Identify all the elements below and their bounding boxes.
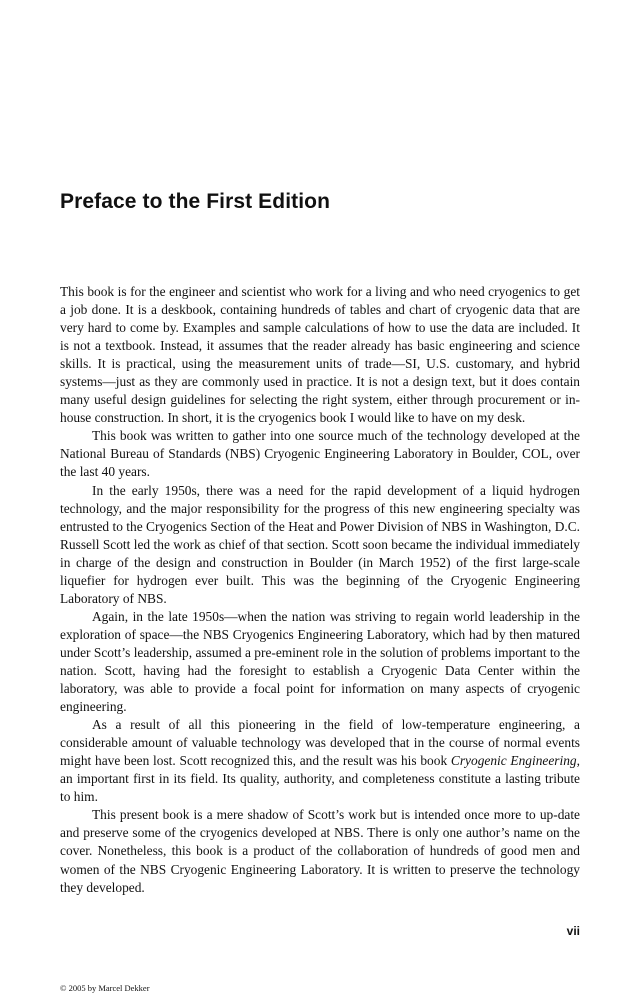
paragraph-4: Again, in the late 1950s—when the nation was striving to regain world leadership in the exploration of space—the NBS Cryogenics Engineering Laboratory, which had by then matured under Scott’s leadership, assumed a pre-eminent role in the solution of problems important to the nation. Scott, having had the foresight to establish a Cryogenic Data Center within the laboratory, was able to provide a focal point for information on many aspects of cryogenic engineering.: [60, 608, 580, 715]
paragraph-6: This present book is a mere shadow of Scott’s work but is intended once more to up-date and preserve some of the cryogenics developed at NBS. There is only one author’s name on the cover. Nonetheless, this book is a product of the collaboration of hundreds of good men and women of the NBS Cryogenic Engineering Laboratory. It is written to preserve the technology they developed.: [60, 807, 580, 895]
book-title-italic: Cryogenic Engineering: [450, 753, 577, 769]
paragraph-2: This book was written to gather into one source much of the technology developed at the National Bureau of Standards (NBS) Cryogenic Engineering Laboratory in Boulder, COL, over the last 40 years.: [60, 428, 580, 480]
paragraph-5: [60, 716, 580, 806]
paragraph-1: This book is for the engineer and scientist who work for a living and who need cryogenics to get a job done. It is a deskbook, containing hundreds of tables and chart of cryogenic data that are very hard to come by. Examples and sample calculations of how to use the data are included. It is not a textbook. Instead, it assumes that the reader already has basic engineering and science skills. It is practical, using the measurement units of trade—SI, U.S. customary, and hybrid systems—just as they are commonly used in practice. It is not a design text, but it does contain many useful design guidelines for selecting the right system, either through procurement or in-house construction. In short, it is the cryogenics book I would like to have on my desk.: [60, 284, 580, 426]
paragraph-3: In the early 1950s, there was a need for the rapid development of a liquid hydrogen technology, and the major responsibility for the progress of this new engineering specialty was entrusted to the Cryogenics Section of the Heat and Power Division of NBS in Washington, D.C. Russell Scott led the work as chief of that section. Scott soon became the individual immediately in charge of the design and construction in Boulder (in March 1952) of the first large-scale liquefier for hydrogen ever built. This was the beginning of the Cryogenic Engineering Laboratory of NBS.: [60, 482, 580, 606]
page-number: vii: [566, 924, 580, 938]
paragraph-5-text-after: , an important first in its field. Its quality, authority, and completeness constitute a lasting tribute to him.: [60, 753, 580, 805]
copyright-notice: © 2005 by Marcel Dekker: [60, 983, 150, 993]
page-title: Preface to the First Edition: [60, 190, 331, 213]
preface-body: [60, 283, 580, 897]
paragraph-5-text-before: As a result of all this pioneering in the field of low-temperature engineering, a considerable amount of valuable technology was developed that in the course of normal events might have been lost. Scott recognized this, and the result was his book: [60, 717, 580, 769]
